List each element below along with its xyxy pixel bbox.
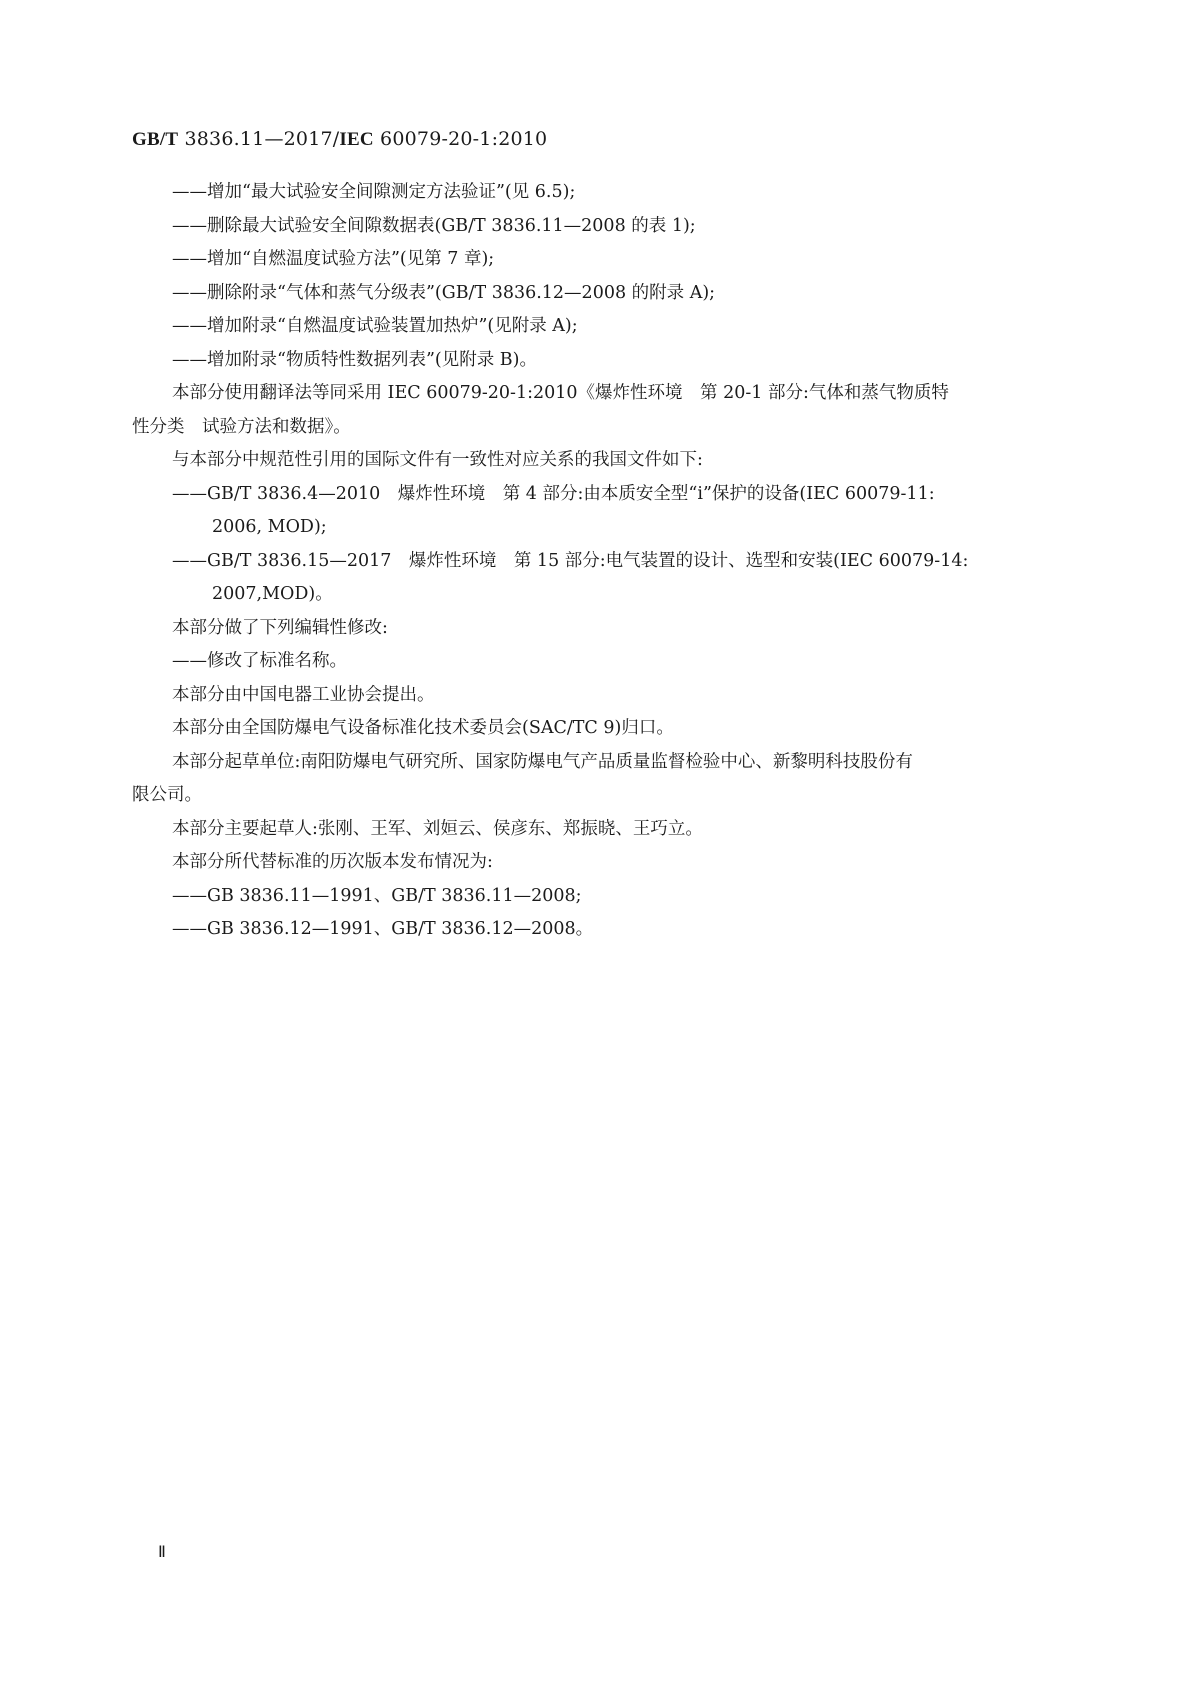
header-number: 3836.11—2017/ — [184, 128, 340, 150]
correspondence-item-2-cont: 2007,MOD)。 — [212, 584, 333, 604]
change-item-3: ——增加“自燃温度试验方法”(见第 7 章); — [172, 249, 495, 269]
history-paragraph: 本部分所代替标准的历次版本发布情况为: — [172, 852, 493, 872]
drafting-units-paragraph-cont: 限公司。 — [132, 785, 202, 805]
correspondence-item-1: ——GB/T 3836.4—2010 爆炸性环境 第 4 部分:由本质安全型“i”保护的设备(IEC 60079-11: — [172, 483, 935, 504]
proposer-paragraph: 本部分由中国电器工业协会提出。 — [172, 684, 435, 705]
change-item-6: ——增加附录“物质特性数据列表”(见附录 B)。 — [172, 349, 537, 370]
document-header — [132, 128, 547, 151]
editorial-item: ——修改了标准名称。 — [172, 651, 347, 671]
editorial-paragraph: 本部分做了下列编辑性修改: — [172, 617, 388, 638]
correspondence-item-1-cont: 2006, MOD); — [212, 517, 327, 537]
history-item-1: ——GB 3836.11—1991、GB/T 3836.11—2008; — [172, 885, 582, 906]
page-number: Ⅱ — [158, 1542, 166, 1561]
committee-paragraph: 本部分由全国防爆电气设备标准化技术委员会(SAC/TC 9)归口。 — [172, 718, 674, 738]
change-item-1: ——增加“最大试验安全间隙测定方法验证”(见 6.5); — [172, 182, 576, 202]
header-number-iec: 60079-20-1:2010 — [380, 128, 548, 150]
correspondence-paragraph: 与本部分中规范性引用的国际文件有一致性对应关系的我国文件如下: — [172, 450, 703, 470]
history-item-2: ——GB 3836.12—1991、GB/T 3836.12—2008。 — [172, 919, 594, 939]
correspondence-item-2: ——GB/T 3836.15—2017 爆炸性环境 第 15 部分:电气装置的设计、选型和安装(IEC 60079-14: — [172, 550, 969, 571]
adoption-paragraph-cont: 性分类 试验方法和数据》。 — [132, 416, 351, 437]
adoption-paragraph: 本部分使用翻译法等同采用 IEC 60079-20-1:2010《爆炸性环境 第 20-1 部分:气体和蒸气物质特 — [172, 383, 949, 403]
drafters-paragraph: 本部分主要起草人:张刚、王军、刘姮云、侯彦东、郑振晓、王巧立。 — [172, 818, 703, 839]
change-item-5: ——增加附录“自燃温度试验装置加热炉”(见附录 A); — [172, 316, 578, 336]
change-item-2: ——删除最大试验安全间隙数据表(GB/T 3836.11—2008 的表 1); — [172, 215, 696, 236]
header-iec: IEC — [339, 129, 374, 150]
change-item-4: ——删除附录“气体和蒸气分级表”(GB/T 3836.12—2008 的附录 A); — [172, 282, 716, 303]
header-gbt: GB/T — [132, 129, 179, 150]
foreword-body — [132, 176, 1062, 947]
drafting-units-paragraph: 本部分起草单位:南阳防爆电气研究所、国家防爆电气产品质量监督检验中心、新黎明科技股份有 — [172, 751, 913, 772]
